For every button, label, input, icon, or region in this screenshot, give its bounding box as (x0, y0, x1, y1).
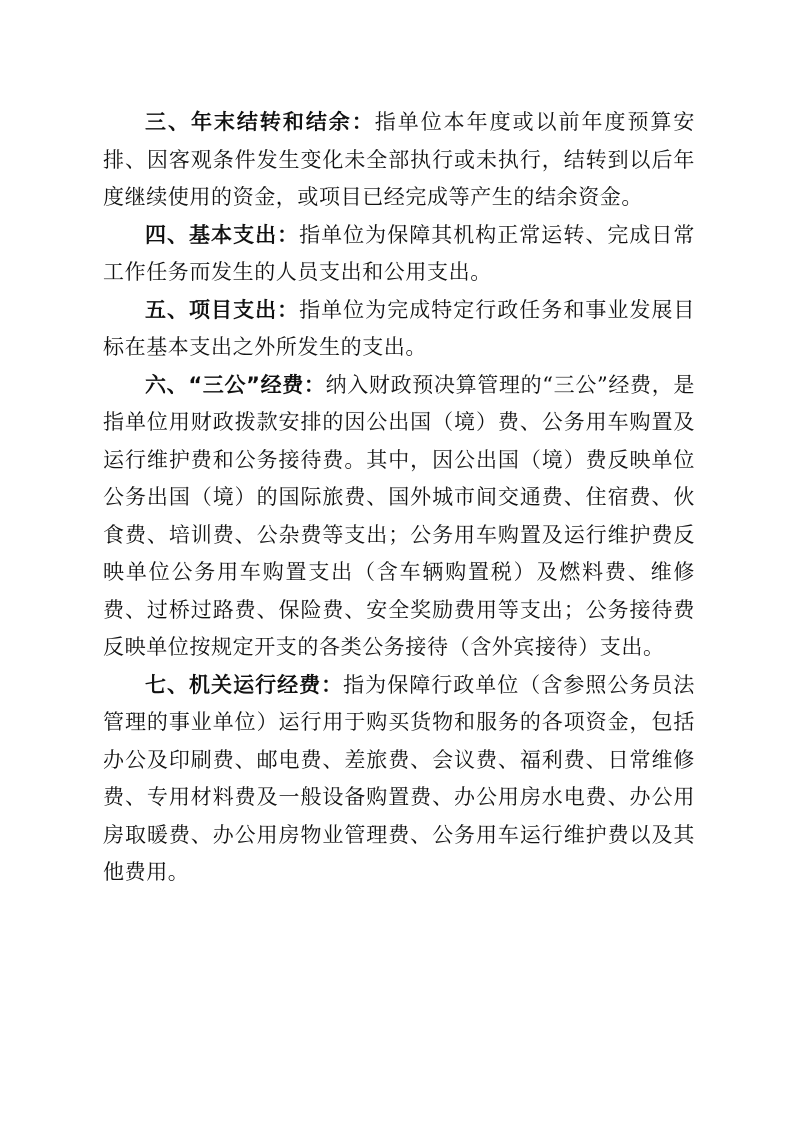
term-project-expenditure: 五、项目支出： (145, 297, 300, 322)
document-body (103, 104, 695, 892)
definition-three-public-expenses: 纳入财政预决算管理的“三公”经费，是指单位用财政拨款安排的因公出国（境）费、公务用车购置及运行维护费和公务接待费。其中，因公出国（境）费反映单位公务出国（境）的国际旅费、国外城市间交通费、住宿费、伙食费、培训费、公杂费等支出；公务用车购置及运行维护费反映单位公务用车购置支出（含车辆购置税）及燃料费、维修费、过桥过路费、保险费、安全奖励费用等支出；公务接待费反映单位按规定开支的各类公务接待（含外宾接待）支出。 (103, 372, 695, 659)
definition-year-end-carryover: 指单位本年度或以前年度预算安排、因客观条件发生变化未全部执行或未执行，结转到以后年度继续使用的资金，或项目已经完成等产生的结余资金。 (103, 110, 696, 209)
paragraph-basic-expenditure (103, 217, 695, 292)
term-three-public-expenses: 六、“三公”经费： (145, 372, 326, 397)
definition-agency-operating-expenses: 指为保障行政单位（含参照公务员法管理的事业单位）运行用于购买货物和服务的各项资金，包括办公及印刷费、邮电费、差旅费、会议费、福利费、日常维修费、专用材料费及一般设备购置费、办公用房水电费、办公用房取暖费、办公用房物业管理费、公务用车运行维护费以及其他费用。 (103, 672, 695, 884)
paragraph-year-end-carryover (103, 104, 695, 217)
definition-basic-expenditure: 指单位为保障其机构正常运转、完成日常工作任务而发生的人员支出和公用支出。 (103, 222, 695, 284)
definition-project-expenditure: 指单位为完成特定行政任务和事业发展目标在基本支出之外所发生的支出。 (103, 297, 695, 359)
paragraph-project-expenditure (103, 292, 695, 367)
paragraph-agency-operating-expenses (103, 667, 695, 892)
term-agency-operating-expenses: 七、机关运行经费： (145, 672, 344, 697)
term-year-end-carryover: 三、年末结转和结余： (145, 110, 375, 134)
term-basic-expenditure: 四、基本支出： (145, 222, 300, 247)
paragraph-three-public-expenses (103, 367, 695, 667)
